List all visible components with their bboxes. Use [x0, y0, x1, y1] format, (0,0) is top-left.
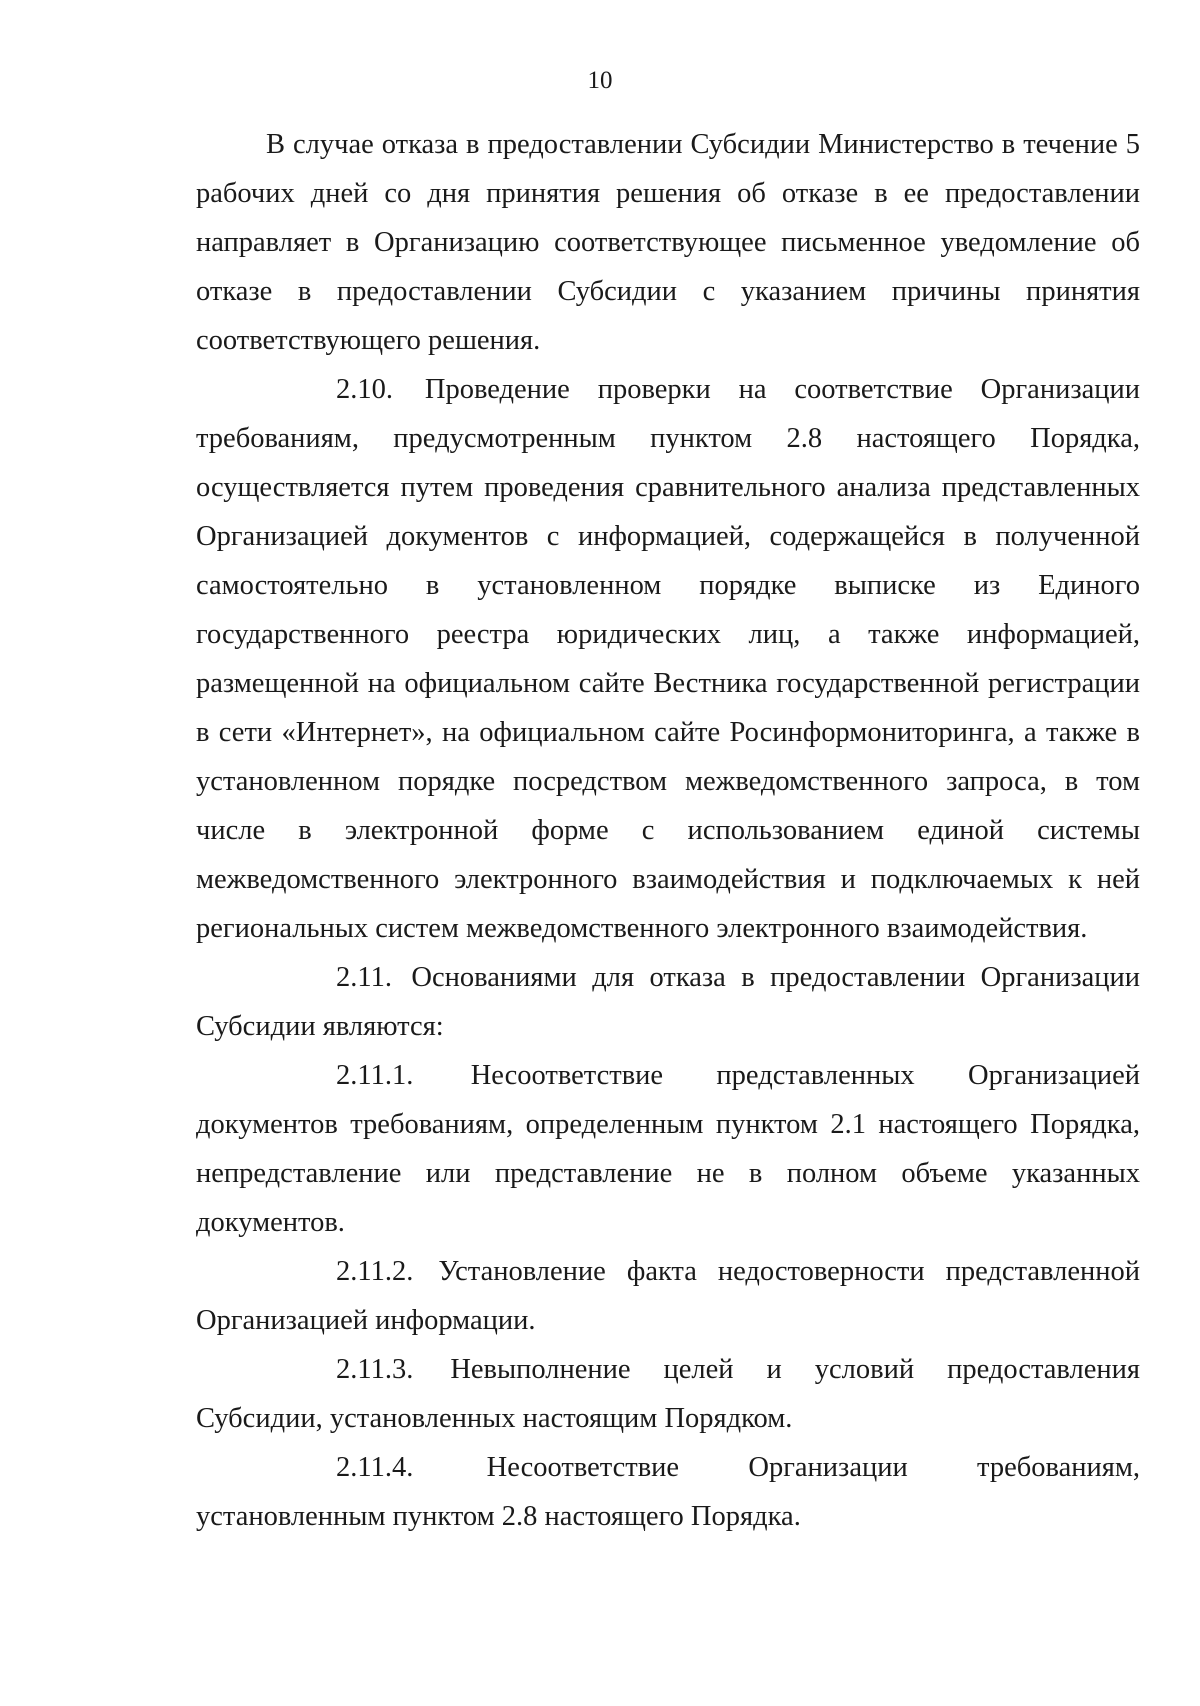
paragraph-2-11 [196, 953, 1140, 1051]
paragraph-text: Установление факта недостоверности представленной Организацией информации. [196, 1256, 1140, 1336]
document-body [196, 120, 1140, 1541]
paragraph-number: 2.10. [336, 374, 393, 405]
paragraph-2-10 [196, 365, 1140, 953]
paragraph-number: 2.11. [336, 962, 392, 993]
paragraph-2-11-4 [196, 1443, 1140, 1541]
paragraph-number: 2.11.1. [336, 1060, 414, 1091]
paragraph-2-11-3 [196, 1345, 1140, 1443]
paragraph-text: Проведение проверки на соответствие Организации требованиям, предусмотренным пунктом 2.8 настоящего Порядка, осуществляется путем проведения сравнительного анализа представленных Организацией документов с информацией, содержащейся в полученной самостоятельно в установленном порядке выписке из Единого государственного реестра юридических лиц, а также информацией, размещенной на официальном сайте Вестника государственной регистрации в сети «Интернет», на официальном сайте Росинформониторинга, а также в установленном порядке посредством межведомственного запроса, в том числе в электронной форме с использованием единой системы межведомственного электронного взаимодействия и подключаемых к ней региональных систем межведомственного электронного взаимодействия. [196, 374, 1141, 944]
paragraph-text: Несоответствие представленных Организацией документов требованиям, определенным пунктом 2.1 настоящего Порядка, непредставление или представление не в полном объеме указанных документов. [196, 1060, 1140, 1238]
paragraph-number: 2.11.3. [336, 1354, 414, 1385]
paragraph-text: Основаниями для отказа в предоставлении Организации Субсидии являются: [196, 962, 1140, 1042]
paragraph-number: 2.11.4. [336, 1452, 414, 1483]
paragraph-number: 2.11.2. [336, 1256, 414, 1287]
paragraph-2-11-1 [196, 1051, 1140, 1247]
paragraph-text: Невыполнение целей и условий предоставления Субсидии, установленных настоящим Порядком. [196, 1354, 1140, 1434]
paragraph-2-11-2 [196, 1247, 1140, 1345]
paragraph-refusal-notice [196, 120, 1140, 365]
paragraph-text: Несоответствие Организации требованиям, установленным пунктом 2.8 настоящего Порядка. [196, 1452, 1141, 1532]
paragraph-text: В случае отказа в предоставлении Субсидии Министерство в течение 5 рабочих дней со дня принятия решения об отказе в ее предоставлении направляет в Организацию соответствующее письменное уведомление об отказе в предоставлении Субсидии с указанием причины принятия соответствующего решения. [196, 129, 1140, 356]
page-number: 10 [587, 67, 613, 94]
